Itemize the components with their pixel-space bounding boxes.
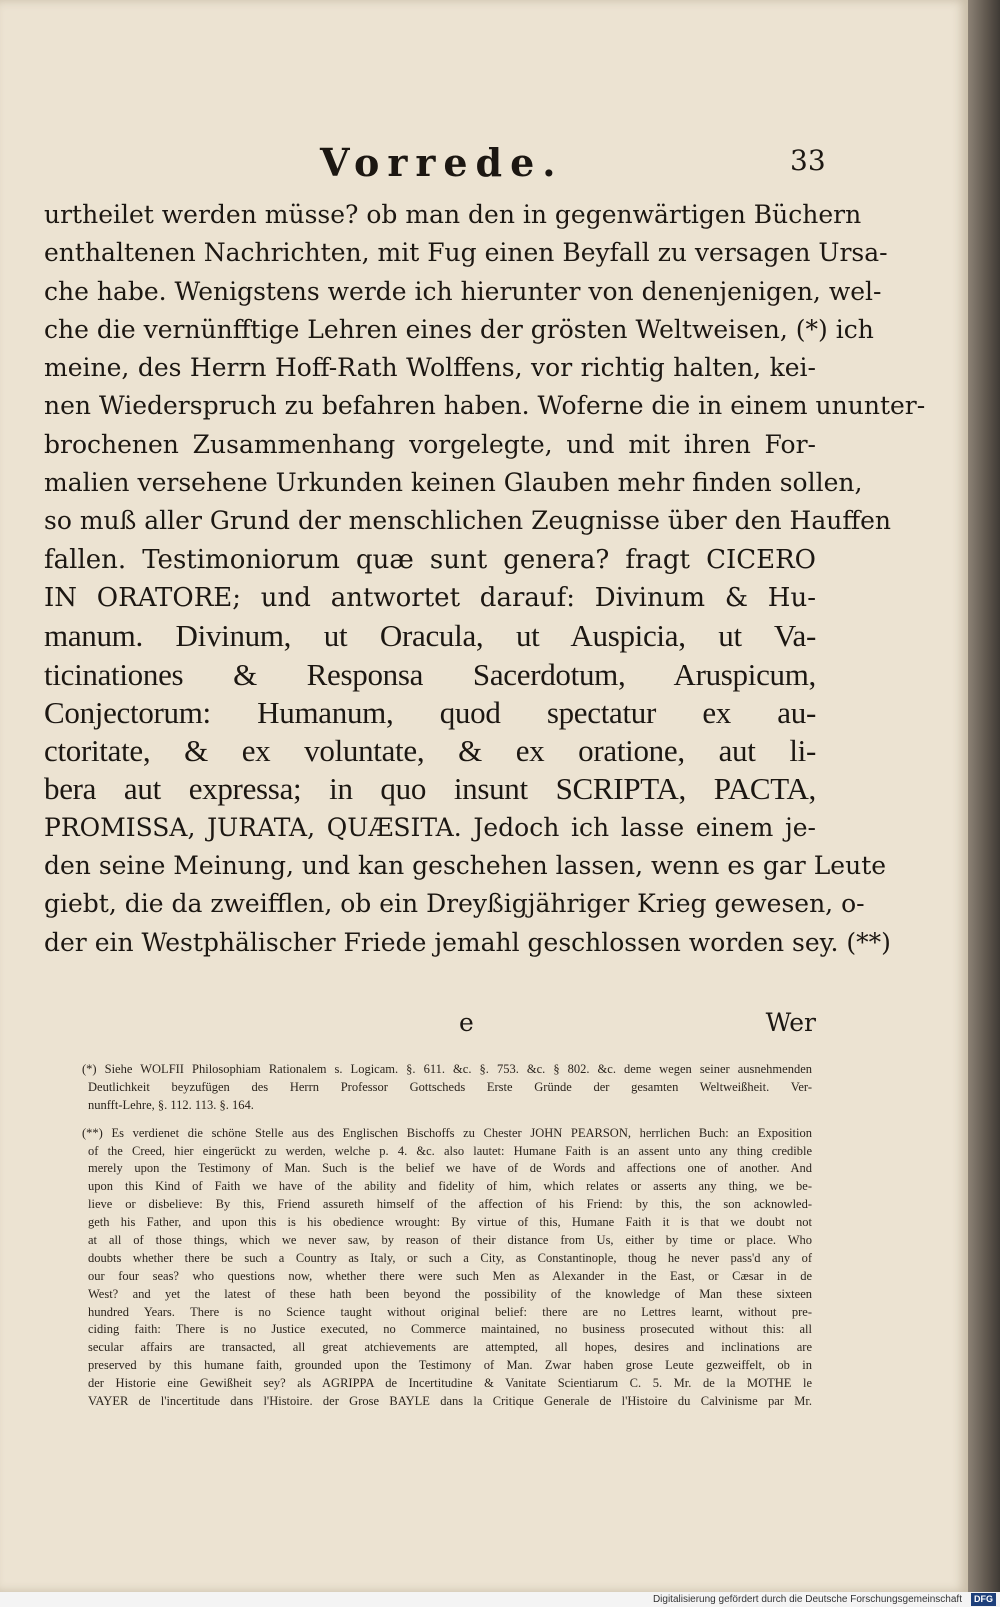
footnote-line: upon this Kind of Faith we have of the ability and fidelity of him, which relates or asserts any thing, we be- [88,1179,812,1194]
signature-mark: e [459,1008,474,1037]
text-line: giebt, die da zweifflen, ob ein Dreyßigjähriger Krieg gewesen, o- [44,889,865,919]
footnote-line: VAYER de l'incertitude dans l'Histoire. der Grose BAYLE dans la Critique Generale de l'Histoire du Calvinisme par Mr. [88,1394,812,1409]
footnote-line: Deutlichkeit beyzufügen des Herrn Professor Gottscheds Erste Gründe der gesamten Weltweißheit. Ver- [88,1079,812,1094]
running-head: Vorrede. [320,140,564,185]
text-line: ticinationes & Responsa Sacerdotum, Aruspicum, [44,656,816,692]
footnote-line: nunfft-Lehre, §. 112. 113. §. 164. [88,1097,254,1112]
footnote-line: of the Creed, hier eingerückt zu werden, welche p. 4. &c. also lautet: Humane Faith is an assent unto any thing credible [88,1143,812,1158]
footnote-line: (*) Siehe WOLFII Philosophiam Rationalem s. Logicam. §. 611. &c. §. 753. &c. § 802. &c. deme wegen seiner ausnehmenden [82,1062,812,1076]
footnote-line: lieve or disbelieve: By this, Friend assureth himself of the affection of his Friend: by this, the son acknowled- [88,1197,812,1212]
page-number: 33 [790,144,826,177]
book-spine [968,0,1000,1592]
footnote-line: ciding faith: There is no Justice executed, no Commerce maintained, no business prosecuted without this: all [88,1322,812,1337]
footnote-line: at all of those things, which we never saw, by reason of their distance from Us, either by time or place. Who [88,1233,812,1248]
footnote-line: geth his Father, and upon this is his obedience wrought: By virtue of this, Humane Faith it is that we doubt not [88,1215,812,1230]
footnote-line: merely upon the Testimony of Man. Such is the belief we have of de Words and affections one of another. And [88,1161,812,1176]
text-line: enthaltenen Nachrichten, mit Fug einen Beyfall zu versagen Ursa- [44,238,888,268]
text-line: nen Wiederspruch zu befahren haben. Woferne die in einem ununter- [44,391,926,421]
text-line: den seine Meinung, und kan geschehen lassen, wenn es gar Leute [44,851,887,881]
text-line: che habe. Wenigstens werde ich hierunter von denenjenigen, wel- [44,276,882,306]
footnote-line: doubts whether there be such a Country as Italy, or such a City, as Constantinople, thoug he never pass'd any of [88,1250,812,1265]
footnotes [82,1060,812,1410]
footnote-line: hundred Years. There is no Science taught without original belief: there are no Lettres learnt, without pre- [88,1304,812,1319]
text-line: manum. Divinum, ut Oracula, ut Auspicia, ut Va- [44,618,816,654]
text-line: PROMISSA, JURATA, QUÆSITA. Jedoch ich lasse einem je- [44,812,816,842]
catchword: Wer [765,1008,816,1037]
footnote-gap [88,1114,812,1124]
text-line: ctoritate, & ex voluntate, & ex oratione, aut li- [44,733,816,769]
text-line: bera aut expressa; in quo insunt SCRIPTA, PACTA, [44,771,816,807]
footnote-line: West? and yet the latest of these hath been beyond the possibility of the knowledge of Man these sixteen [88,1286,812,1301]
text-line: brochenen Zusammenhang vorgelegte, und mit ihren For- [44,429,816,459]
dfg-logo: DFG [971,1593,996,1606]
text-line: so muß aller Grund der menschlichen Zeugnisse über den Hauffen [44,506,891,536]
text-line: urtheilet werden müsse? ob man den in gegenwärtigen Büchern [44,200,862,229]
footnote-line: der Historie eine Gewißheit sey? als AGRIPPA de Incertitudine & Vanitate Scientiarum C. 5. Mr. de la MOTHE le [88,1376,812,1391]
body-text [44,196,926,962]
footnote-line: our four seas? who questions now, whether there were such Men as Alexander in the East, or Cæsar in de [88,1268,812,1283]
text-line: che die vernünfftige Lehren eines der grösten Weltweisen, (*) ich [44,314,874,344]
text-line: Conjectorum: Humanum, quod spectatur ex au- [44,694,816,730]
text-line: malien versehene Urkunden keinen Glauben mehr finden sollen, [44,468,863,498]
digitization-credit: Digitalisierung gefördert durch die Deutsche Forschungsgemeinschaft [652,1594,962,1605]
footnote-line: preserved by this humane faith, grounded upon the Testimony of Man. Zwar haben grose Leute gezweiffelt, ob in [88,1358,812,1373]
footnote-line: secular affairs are transacted, all great atchievements are attempted, all hopes, desires and inclinations are [88,1340,812,1355]
text-line: meine, des Herrn Hoff-Rath Wolffens, vor richtig halten, kei- [44,353,816,383]
text-line: IN ORATORE; und antwortet darauf: Divinum & Hu- [44,582,816,613]
text-line: der ein Westphälischer Friede jemahl geschlossen worden sey. (**) [44,927,891,957]
catch-line [44,1008,816,1046]
text-line: fallen. Testimoniorum quæ sunt genera? fragt CICERO [44,544,816,575]
footnote-line: (**) Es verdienet die schöne Stelle aus des Englischen Bischoffs zu Chester JOHN PEARSON, herrlichen Buch: an Exposition [82,1125,812,1140]
